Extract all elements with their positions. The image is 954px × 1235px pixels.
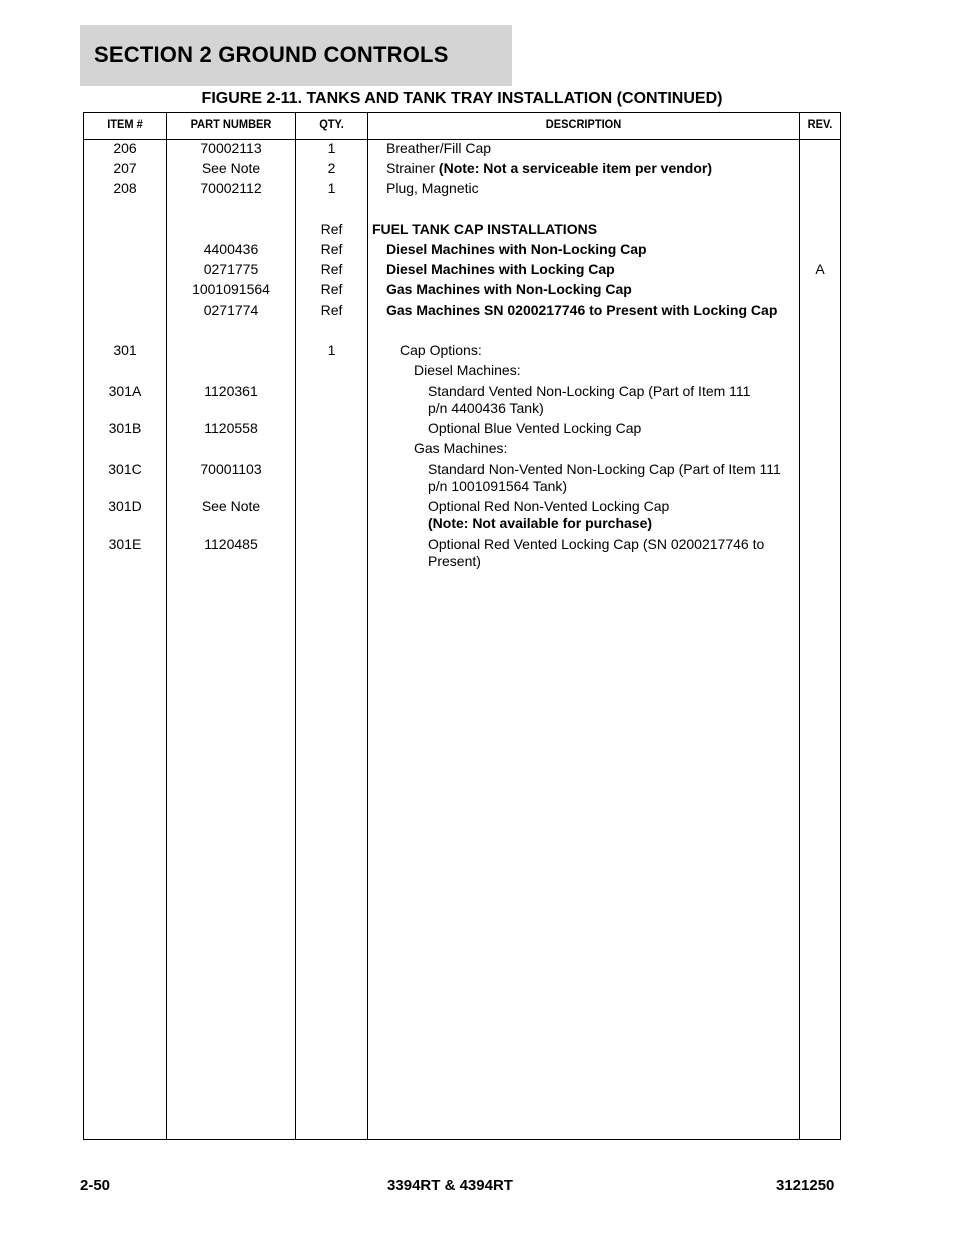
section-header: [80, 25, 512, 86]
header-item: ITEM #: [107, 117, 143, 131]
header-rev: REV.: [807, 117, 833, 131]
item-number: 208: [113, 180, 137, 196]
description-text: Strainer: [386, 160, 439, 176]
part-number: 1120485: [204, 536, 258, 552]
part-number: 70001103: [200, 461, 262, 477]
part-number: 1120361: [204, 383, 258, 399]
revision: A: [815, 261, 825, 277]
part-number: 0271774: [203, 302, 259, 318]
subgroup-label: Gas Machines:: [414, 440, 508, 456]
item-number: 301C: [108, 461, 142, 477]
part-number: 1120558: [204, 420, 258, 436]
item-number: 301E: [108, 536, 142, 552]
quantity: Ref: [320, 221, 343, 237]
column-divider: [367, 112, 368, 1140]
part-number: 0271775: [203, 261, 259, 277]
part-number: See Note: [201, 498, 261, 514]
description-note: (Note: Not a serviceable item per vendor): [438, 160, 712, 176]
description-continued: Present): [428, 553, 481, 569]
part-number: 70002113: [200, 140, 262, 156]
description: Optional Blue Vented Locking Cap: [428, 420, 642, 436]
description: [386, 160, 712, 177]
description: Cap Options:: [400, 342, 482, 358]
part-number: 4400436: [203, 241, 259, 257]
item-number: 301A: [108, 383, 142, 399]
figure-title: FIGURE 2-11. TANKS AND TANK TRAY INSTALLATION (CONTINUED): [201, 90, 723, 107]
description: Plug, Magnetic: [386, 180, 479, 196]
quantity: Ref: [320, 302, 343, 318]
part-number: 1001091564: [192, 281, 270, 297]
description: Gas Machines with Non-Locking Cap: [386, 281, 632, 297]
description-continued: p/n 1001091564 Tank): [428, 478, 568, 494]
header-part-number: PART NUMBER: [190, 117, 272, 131]
header-qty: QTY.: [319, 117, 344, 131]
header-description: DESCRIPTION: [545, 117, 622, 131]
quantity: 1: [327, 180, 336, 196]
part-number: See Note: [201, 160, 261, 176]
description: Standard Vented Non-Locking Cap (Part of Item 111: [428, 383, 751, 399]
quantity: Ref: [320, 281, 343, 297]
description: Gas Machines SN 0200217746 to Present with Locking Cap: [386, 302, 778, 318]
document-number: 3121250: [776, 1177, 835, 1194]
description: Standard Non-Vented Non-Locking Cap (Part of Item 111: [428, 461, 781, 477]
item-number: 301: [113, 342, 137, 358]
section-title: SECTION 2 GROUND CONTROLS: [94, 42, 449, 67]
description-note: (Note: Not available for purchase): [428, 515, 653, 531]
model-name: 3394RT & 4394RT: [387, 1177, 513, 1194]
description: Breather/Fill Cap: [386, 140, 492, 156]
item-number: 207: [113, 160, 137, 176]
description: Diesel Machines with Locking Cap: [386, 261, 615, 277]
quantity: Ref: [320, 261, 343, 277]
item-number: 301B: [108, 420, 142, 436]
item-number: 301D: [108, 498, 142, 514]
assembly-heading: FUEL TANK CAP INSTALLATIONS: [372, 221, 598, 237]
quantity: 1: [327, 342, 336, 358]
quantity: Ref: [320, 241, 343, 257]
description-continued: p/n 4400436 Tank): [428, 400, 544, 416]
part-number: 70002112: [200, 180, 262, 196]
description: Optional Red Vented Locking Cap (SN 0200217746 to: [428, 536, 765, 552]
page-number: 2-50: [80, 1177, 111, 1194]
description: Optional Red Non-Vented Locking Cap: [428, 498, 670, 514]
subgroup-label: Diesel Machines:: [414, 362, 521, 378]
quantity: 2: [327, 160, 336, 176]
description: Diesel Machines with Non-Locking Cap: [386, 241, 647, 257]
item-number: 206: [113, 140, 137, 156]
quantity: 1: [327, 140, 336, 156]
